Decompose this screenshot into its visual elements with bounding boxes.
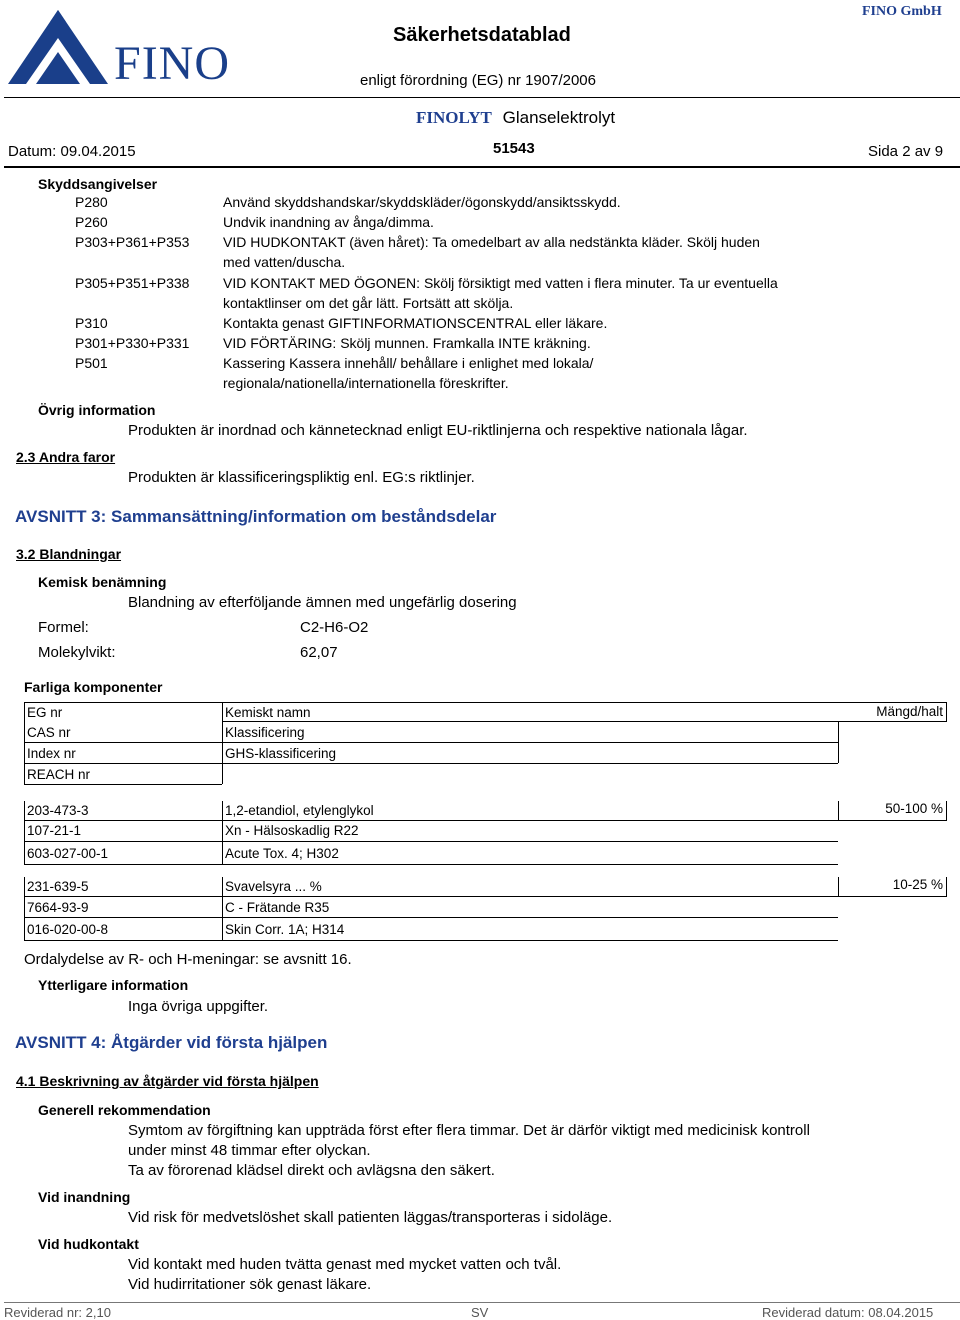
other-hazards-heading: 2.3 Andra faror [16, 449, 116, 465]
document-title: Säkerhetsdatablad [393, 24, 571, 46]
table-rule [24, 877, 25, 940]
p-text: VID FÖRTÄRING: Skölj munnen. Framkalla INTE kräkning. [223, 335, 591, 351]
general-line: under minst 48 timmar efter olyckan. [128, 1142, 371, 1159]
skin-heading: Vid hudkontakt [38, 1236, 139, 1252]
row-index: 603-027-00-1 [27, 846, 109, 861]
company-name: FINO GmbH [862, 4, 942, 19]
skin-line: Vid hudirritationer sök genast läkare. [128, 1276, 372, 1293]
p-code: P303+P361+P353 [75, 234, 190, 250]
components-heading: Farliga komponenter [24, 679, 163, 695]
section-4-title: AVSNITT 4: Åtgärder vid första hjälpen [15, 1033, 328, 1052]
product-line [416, 108, 615, 128]
regulation: enligt förordning (EG) nr 1907/2006 [360, 72, 596, 89]
footer-revision-date: Reviderad datum: 08.04.2015 [762, 1305, 934, 1320]
p-code: P501 [75, 355, 108, 371]
p-text: Undvik inandning av ånga/dimma. [223, 214, 434, 230]
formula-label: Formel: [38, 619, 89, 636]
product-name: Glanselektrolyt [502, 108, 616, 127]
other-info-heading: Övrig information [38, 402, 156, 418]
table-rule [24, 820, 222, 821]
row-amount: 10-25 % [892, 877, 943, 892]
skin-line: Vid kontakt med huden tvätta genast med mycket vatten och tvål. [128, 1256, 562, 1273]
table-rule [24, 917, 222, 918]
chem-name-text: Blandning av efterföljande ämnen med ungefärlig dosering [128, 594, 517, 611]
table-rule [24, 702, 25, 784]
table-rule [222, 877, 223, 940]
row-eg: 231-639-5 [27, 879, 89, 894]
mw-label: Molekylvikt: [38, 644, 116, 661]
other-hazards-text: Produkten är klassificeringspliktig enl. EG:s riktlinjer. [128, 469, 475, 486]
p-code: P305+P351+P338 [75, 275, 190, 291]
th-name: Kemiskt namn [225, 705, 311, 720]
table-rule [222, 896, 838, 897]
row-cas: 7664-93-9 [27, 900, 89, 915]
footer-revision: Reviderad nr: 2,10 [4, 1305, 111, 1320]
header-bottom-line [4, 166, 960, 168]
row-class: Xn - Hälsoskadlig R22 [225, 823, 359, 838]
general-heading: Generell rekommendation [38, 1102, 211, 1118]
row-name: Svavelsyra ... % [225, 879, 322, 894]
table-rule [222, 864, 838, 865]
row-eg: 203-473-3 [27, 803, 89, 818]
row-amount: 50-100 % [885, 801, 943, 816]
th-ghs: GHS-klassificering [225, 746, 337, 761]
table-rule [24, 896, 222, 897]
table-rule [838, 721, 839, 763]
header-divider [4, 97, 960, 98]
p-text: Kassering Kassera innehåll/ behållare i enlighet med lokala/ [223, 355, 594, 371]
table-rule [24, 940, 222, 941]
table-rule [946, 877, 947, 897]
p-text: Använd skyddshandskar/skyddskläder/ögonskydd/ansiktsskydd. [223, 194, 621, 210]
th-amount: Mängd/halt [876, 704, 943, 719]
section-3-title: AVSNITT 3: Sammansättning/information om beståndsdelar [15, 507, 497, 526]
p-text-cont: med vatten/duscha. [223, 254, 346, 270]
mw-value: 62,07 [300, 644, 338, 661]
th-class: Klassificering [225, 725, 305, 740]
section-4-1-heading: 4.1 Beskrivning av åtgärder vid första hjälpen [16, 1073, 319, 1089]
p-code: P260 [75, 214, 108, 230]
table-rule [24, 702, 946, 703]
th-index: Index nr [27, 746, 76, 761]
table-rule [222, 940, 838, 941]
p-text-cont: regionala/nationella/internationella föreskrifter. [223, 375, 509, 391]
th-cas: CAS nr [27, 725, 71, 740]
p-code: P310 [75, 315, 108, 331]
table-rule [222, 801, 223, 864]
date: Datum: 09.04.2015 [8, 143, 136, 160]
inhalation-text: Vid risk för medvetslöshet skall patienten läggas/transporteras i sidoläge. [128, 1209, 613, 1226]
p-text: VID KONTAKT MED ÖGONEN: Skölj försiktigt med vatten i flera minuter. Ta ur eventuella [223, 275, 778, 291]
p-text-cont: kontaktlinser om det går lätt. Fortsätt att skölja. [223, 295, 514, 311]
th-eg: EG nr [27, 705, 63, 720]
row-name: 1,2-etandiol, etylenglykol [225, 803, 374, 818]
table-rule [24, 784, 222, 785]
row-index: 016-020-00-8 [27, 922, 109, 937]
table-rule [838, 820, 946, 821]
row-ghs: Skin Corr. 1A; H314 [225, 922, 345, 937]
row-ghs: Acute Tox. 4; H302 [225, 846, 339, 861]
table-rule [838, 896, 946, 897]
chem-name-label: Kemisk benämning [38, 574, 167, 590]
table-rule [222, 742, 838, 743]
table-rule [222, 841, 838, 842]
other-info-text: Produkten är inordnad och kännetecknad enligt EU-riktlinjerna och respektive nationala lågar. [128, 422, 748, 439]
p-code: P301+P330+P331 [75, 335, 190, 351]
table-rule [946, 801, 947, 821]
table-rule [222, 820, 838, 821]
general-line: Ta av förorenad klädsel direkt och avlägsna den säkert. [128, 1162, 495, 1179]
table-rule [222, 917, 838, 918]
precautionary-heading: Skyddsangivelser [38, 176, 158, 192]
footer-divider [4, 1302, 960, 1303]
table-rule [24, 742, 222, 743]
product-number: 51543 [493, 140, 535, 157]
logo-text: FINO [114, 37, 231, 90]
section-3-2-heading: 3.2 Blandningar [16, 546, 122, 562]
table-rule [838, 877, 839, 897]
further-info-heading: Ytterligare information [38, 977, 189, 993]
page-number: Sida 2 av 9 [868, 143, 944, 160]
p-code: P280 [75, 194, 108, 210]
further-info-text: Inga övriga uppgifter. [128, 998, 269, 1015]
p-text: Kontakta genast GIFTINFORMATIONSCENTRAL eller läkare. [223, 315, 608, 331]
company-logo [6, 6, 231, 90]
th-reach: REACH nr [27, 767, 91, 782]
row-cas: 107-21-1 [27, 823, 82, 838]
table-rule [24, 801, 25, 864]
r-h-note: Ordalydelse av R- och H-meningar: se avsnitt 16. [24, 951, 352, 968]
p-text: VID HUDKONTAKT (även håret): Ta omedelbart av alla nedstänkta kläder. Skölj huden [223, 234, 760, 250]
inhalation-heading: Vid inandning [38, 1189, 131, 1205]
table-rule [24, 763, 838, 764]
table-rule [838, 801, 839, 821]
table-rule [24, 841, 222, 842]
footer-lang: SV [471, 1305, 489, 1320]
row-class: C - Frätande R35 [225, 900, 330, 915]
product-brand: FINOLYT [416, 108, 492, 127]
table-rule [24, 864, 222, 865]
formula-value: C2-H6-O2 [300, 619, 369, 636]
general-line: Symtom av förgiftning kan uppträda först efter flera timmar. Det är därför viktigt med medicinisk kontroll [128, 1122, 810, 1139]
table-rule [946, 702, 947, 722]
table-rule [222, 702, 223, 784]
